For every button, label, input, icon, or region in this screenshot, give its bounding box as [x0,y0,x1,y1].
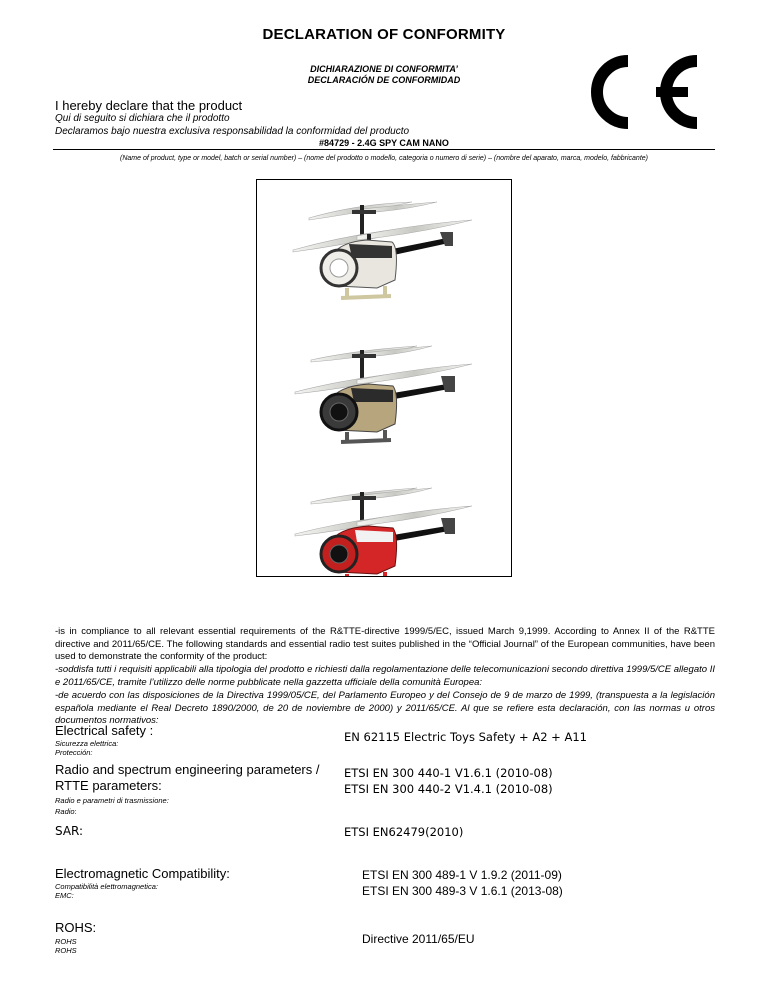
electrical-safety-label-it: Sicurezza elettrica: [55,739,119,748]
sar-value: ETSI EN62479(2010) [344,825,464,839]
compliance-italian: -soddisfa tutti i requisiti applicabili alla tipologia del prodotto e richiesti dalla regolamentazione delle telecomunicazioni secondo direttiva 1999/5/CE allegato II e 2011/65/CE, tramite l’utilizzo delle norme pubblicate nella gazzetta ufficiale della comunità Europea: [55,664,715,688]
rohs-label: ROHS: [55,920,97,935]
rohs-label-es: ROHS [55,946,77,955]
rohs-label-it: ROHS [55,937,77,946]
radio-standard-2: ETSI EN 300 440-2 V1.4.1 (2010-08) [344,782,553,796]
product-name: #84729 - 2.4G SPY CAM NANO [319,138,449,148]
white-helicopter-icon [293,202,472,298]
ce-mark-icon [582,52,702,132]
radio-parameters-label: Radio and spectrum engineering parameters / [55,762,320,777]
rohs-value: Directive 2011/65/EU [362,932,475,946]
product-photo [256,179,512,577]
declaration-english: I hereby declare that the product [55,98,243,113]
red-helicopter-icon [295,488,472,576]
subtitle-italian: DICHIARAZIONE DI CONFORMITA’ [310,64,458,74]
rtte-parameters-label: RTTE parameters: [55,778,162,793]
product-name-note: (Name of product, type or model, batch or serial number) – (nome del prodotto o modello, categoria o numero di serie) – (nombre del aparato, marca, modelo, fabbricante) [120,155,648,162]
declaration-spanish: Declaramos bajo nuestra exclusiva responsabilidad la conformidad del producto [55,126,410,137]
emc-standard-2: ETSI EN 300 489-3 V 1.6.1 (2013-08) [362,884,563,898]
emc-label-es: EMC: [55,891,74,900]
document-title: DECLARATION OF CONFORMITY [262,26,506,43]
gold-helicopter-icon [295,346,472,442]
emc-label: Electromagnetic Compatibility: [55,866,230,881]
subtitle-spanish: DECLARACIÓN DE CONFORMIDAD [307,75,461,85]
compliance-spanish: -de acuerdo con las disposiciones de la Directiva 1999/05/CE, del Parlamento Europeo y del Consejo de 9 de marzo de 1999, (transpuesta a la legislación española mediante el Real Decreto 1890/2000, de 20 de noviembre de 2000) y 2011/65/CE. Al que se refiere esta declaración, con las normas u otros documentos normativos: [55,690,715,727]
sar-label: SAR: [55,824,84,838]
electrical-safety-label-es: Protección: [55,748,93,757]
compliance-english: -is in compliance to all relevant essential requirements of the R&TTE-directive 1999/5/EC, issued March 9,1999. According to Annex II of the R&TTE directive and 2011/65/CE. The following standards and essential radio test suites published in the “Official Journal” of the European communities, have been used to demonstrate the conformity of the product: [55,626,715,663]
emc-standard-1: ETSI EN 300 489-1 V 1.9.2 (2011-09) [362,868,562,882]
radio-standard-1: ETSI EN 300 440-1 V1.6.1 (2010-08) [344,766,553,780]
declaration-italian: Qui di seguito si dichiara che il prodotto [55,113,230,124]
radio-parameters-label-es: Radio: [55,807,77,816]
electrical-safety-label: Electrical safety : [55,723,154,738]
electrical-safety-value: EN 62115 Electric Toys Safety + A2 + A11 [344,730,587,744]
emc-label-it: Compatibilità elettromagnetica: [55,882,158,891]
divider [53,149,715,150]
radio-parameters-label-it: Radio e parametri di trasmissione: [55,796,169,805]
